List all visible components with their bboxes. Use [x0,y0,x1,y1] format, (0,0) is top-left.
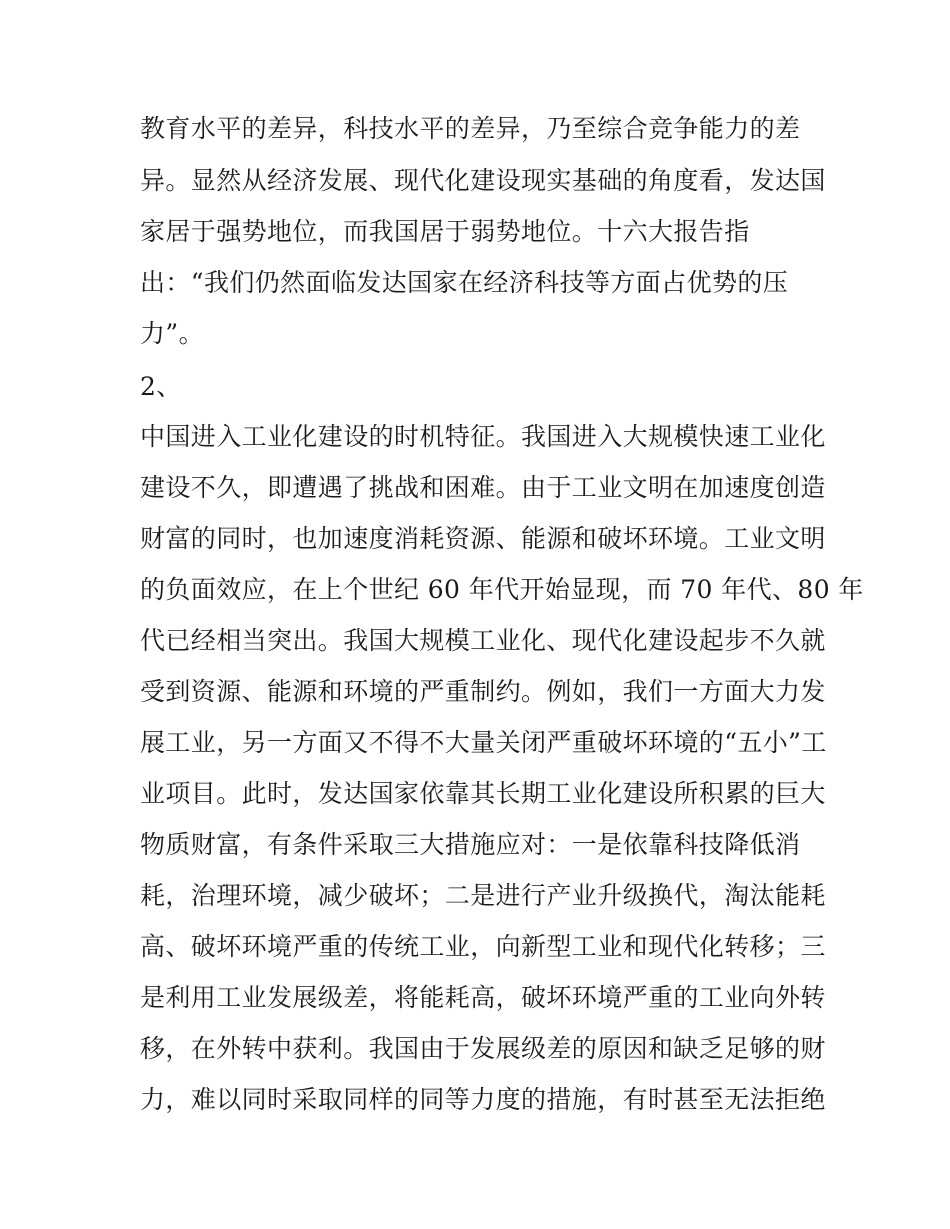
text-line: 物质财富，有条件采取三大措施应对：一是依靠科技降低消 [140,830,801,859]
text-line: 移，在外转中获利。我国由于发展级差的原因和缺乏足够的财 [140,1034,826,1063]
text-line: 中国进入工业化建设的时机特征。我国进入大规模快速工业化 [140,422,826,451]
text-line: 代已经相当突出。我国大规模工业化、现代化建设起步不久就 [140,626,826,655]
text-line: 出：“我们仍然面临发达国家在经济科技等方面占优势的压 [140,268,789,297]
text-line: 的负面效应，在上个世纪 60 年代开始显现，而 70 年代、80 年 [140,575,864,604]
text-line: 家居于强势地位，而我国居于弱势地位。十六大报告指 [140,217,750,246]
text-line: 力”。 [140,319,204,348]
text-line: 建设不久，即遭遇了挑战和困难。由于工业文明在加速度创造 [140,473,826,502]
text-line: 展工业，另一方面又不得不大量关闭严重破坏环境的“五小”工 [140,728,827,757]
text-line: 财富的同时，也加速度消耗资源、能源和破坏环境。工业文明 [140,524,826,553]
text-line: 受到资源、能源和环境的严重制约。例如，我们一方面大力发 [140,677,826,706]
text-line: 教育水平的差异，科技水平的差异，乃至综合竞争能力的差 [140,114,801,143]
text-line: 高、破坏环境严重的传统工业，向新型工业和现代化转移；三 [140,932,826,961]
text-line: 业项目。此时，发达国家依靠其长期工业化建设所积累的巨大 [140,779,826,808]
section-number: 2、 [140,372,182,401]
text-line: 异。显然从经济发展、现代化建设现实基础的角度看，发达国 [140,166,826,195]
text-line: 力，难以同时采取同样的同等力度的措施，有时甚至无法拒绝 [140,1085,826,1114]
text-line: 是利用工业发展级差，将能耗高，破坏环境严重的工业向外转 [140,983,826,1012]
text-line: 耗，治理环境，减少破坏；二是进行产业升级换代，淘汰能耗 [140,881,826,910]
